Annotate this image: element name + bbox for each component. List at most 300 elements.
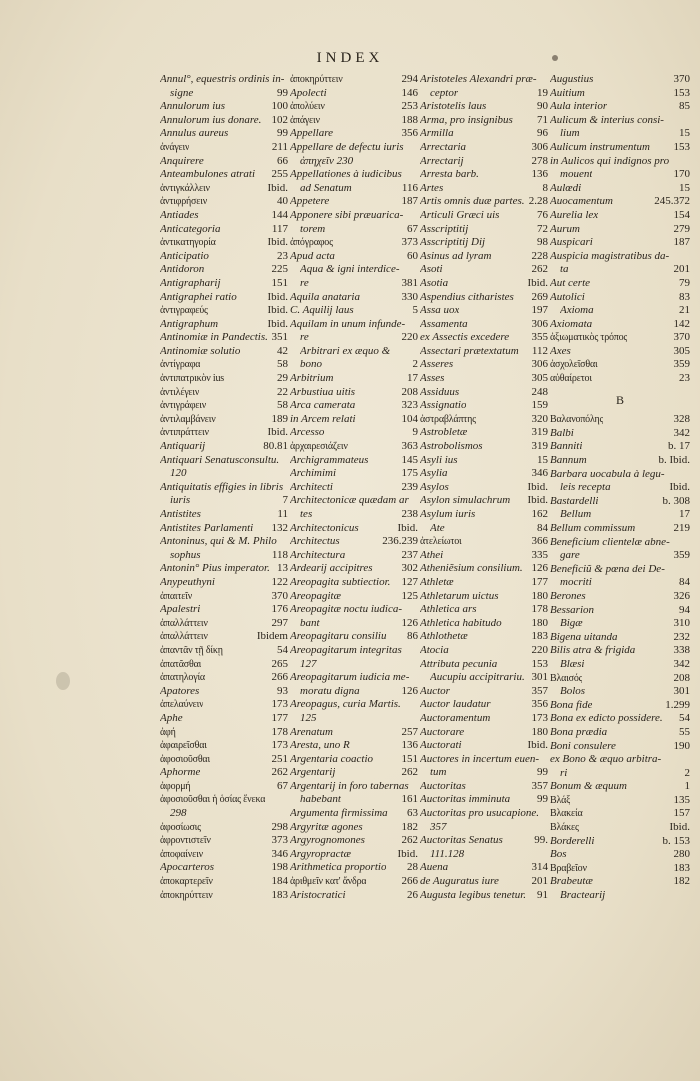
index-locator: 154 <box>673 208 690 221</box>
index-entry <box>550 672 690 686</box>
index-locator: 237 <box>401 548 418 561</box>
index-entry <box>550 780 690 794</box>
index-locator: 245.372 <box>654 195 690 208</box>
index-entry <box>550 835 690 849</box>
index-term: iuris <box>170 494 191 507</box>
index-locator <box>285 454 288 468</box>
index-term: ἀντιλαμβάνειν <box>160 413 216 425</box>
index-entry <box>290 698 418 712</box>
index-entry <box>550 440 690 454</box>
index-entry <box>420 413 548 427</box>
index-term: ἀφαιρεῖσθαι <box>160 740 207 752</box>
index-entry <box>420 141 548 155</box>
index-locator: Ibid. <box>397 521 418 534</box>
index-locator: 314 <box>531 861 548 874</box>
index-term: ἀφοσίωσις <box>160 821 201 833</box>
index-entry <box>420 590 548 604</box>
index-entry <box>550 536 690 550</box>
index-term: Artis omnis duæ partes. <box>420 195 525 208</box>
index-term: Arca camerata <box>290 399 356 412</box>
index-locator <box>415 168 418 182</box>
index-term: Auctoritas <box>420 779 466 792</box>
index-entry <box>420 522 548 536</box>
index-locator: 320 <box>531 412 548 425</box>
index-locator <box>545 848 548 862</box>
index-entry <box>290 861 418 875</box>
index-locator: 180 <box>531 616 548 629</box>
index-entry <box>160 807 288 821</box>
index-entry <box>420 168 548 182</box>
index-entry <box>290 263 418 277</box>
index-term: Appetere <box>290 195 330 208</box>
index-entry <box>550 644 690 658</box>
index-locator: 157 <box>673 807 690 820</box>
index-entry <box>550 318 690 332</box>
index-locator: 262 <box>401 834 418 847</box>
index-locator: Ibid. <box>527 494 548 507</box>
index-term: Augusta legibus tenetur. <box>420 888 527 901</box>
section-letter-b: B <box>615 392 624 407</box>
index-term: Balbi <box>550 426 574 439</box>
index-locator: 91 <box>537 888 548 901</box>
index-locator: 236.239 <box>382 535 418 548</box>
index-term: ἀντίγραφα <box>160 359 201 371</box>
index-entry <box>290 426 418 440</box>
index-entry <box>290 155 418 169</box>
index-locator: Ibid. <box>527 276 548 289</box>
index-term: ta <box>560 263 569 276</box>
index-term: Atheniẽsium consilium. <box>420 562 523 575</box>
index-entry <box>420 562 548 576</box>
index-term: Bos <box>550 848 567 861</box>
index-entry <box>160 277 288 291</box>
index-term: Aurelia lex <box>550 208 599 221</box>
index-locator: 7 <box>282 494 288 507</box>
index-locator: 302 <box>401 562 418 575</box>
index-locator: 125 <box>401 589 418 602</box>
index-term: Asylos <box>420 480 449 493</box>
index-locator: 54 <box>679 712 690 725</box>
index-locator: 85 <box>679 100 690 113</box>
index-entry <box>550 821 690 835</box>
index-locator: 342 <box>673 657 690 670</box>
index-term: Bona fide <box>550 698 593 711</box>
index-term: Autolici <box>550 290 585 303</box>
index-term: Anquirere <box>160 154 204 167</box>
index-entry <box>160 875 288 889</box>
index-term: ἀπελαύνειν <box>160 699 204 711</box>
index-locator: 132 <box>271 521 288 534</box>
index-entry <box>550 331 690 345</box>
index-locator: 359 <box>673 549 690 562</box>
index-locator: 72 <box>537 222 548 235</box>
printer-mark <box>552 55 558 61</box>
index-term: Axes <box>550 344 571 357</box>
index-locator: 153 <box>531 657 548 670</box>
index-locator: 182 <box>401 820 418 833</box>
index-entry <box>420 494 548 508</box>
index-term: Antoninus, qui & M. Philo <box>160 535 277 548</box>
index-entry <box>160 426 288 440</box>
index-term: Βραβεῖον <box>550 862 587 874</box>
index-entry <box>420 644 548 658</box>
index-locator: 21 <box>679 304 690 317</box>
index-entry <box>290 508 418 522</box>
index-entry <box>420 87 548 101</box>
index-entry <box>160 671 288 685</box>
index-entry <box>160 522 288 536</box>
index-term: Ardearij accipitres <box>290 562 373 575</box>
index-term: Assa uox <box>420 304 460 317</box>
index-locator: Ibid. <box>397 847 418 860</box>
index-entry <box>420 793 548 807</box>
index-term: Antonin° Pius imperator. <box>160 562 270 575</box>
index-entry <box>550 794 690 808</box>
index-term: ἀντιγραφεύς <box>160 305 208 317</box>
index-locator: 266 <box>271 671 288 684</box>
index-term: Βλακεία <box>550 808 583 820</box>
index-term: Atocia <box>420 643 449 656</box>
index-locator: 76 <box>537 208 548 221</box>
index-locator <box>687 250 690 264</box>
index-entry <box>550 209 690 223</box>
index-entry <box>290 481 418 495</box>
index-entry <box>160 861 288 875</box>
index-term: Astrobolismos <box>420 440 483 453</box>
index-locator: 370 <box>673 73 690 85</box>
index-locator <box>687 114 690 128</box>
index-locator: 127 <box>401 575 418 588</box>
index-entry <box>290 73 418 87</box>
index-term: Arrectarij <box>420 154 464 167</box>
index-locator: 55 <box>679 725 690 738</box>
index-entry <box>160 889 288 903</box>
index-term: Antistites Parlamenti <box>160 521 254 534</box>
index-term: Βλάξ <box>550 794 571 806</box>
index-term: Aristotelis laus <box>420 100 487 113</box>
index-locator: 363 <box>401 440 418 453</box>
index-locator: 60 <box>407 249 418 262</box>
index-entry <box>420 617 548 631</box>
index-entry <box>290 372 418 386</box>
index-locator: 183 <box>673 861 690 874</box>
index-locator <box>415 644 418 658</box>
index-locator <box>415 209 418 223</box>
index-term: habebant <box>300 793 341 806</box>
index-entry <box>290 277 418 291</box>
index-term: Aristoteles Alexandri præ- <box>420 73 537 85</box>
index-entry <box>290 522 418 536</box>
index-locator: 301 <box>673 685 690 698</box>
index-entry <box>290 889 418 903</box>
index-locator <box>415 494 418 508</box>
index-locator: 310 <box>673 617 690 630</box>
index-term: bant <box>300 616 320 629</box>
index-entry <box>160 698 288 712</box>
index-locator: 2.28 <box>528 195 548 208</box>
index-entry <box>550 345 690 359</box>
index-entry <box>290 739 418 753</box>
index-entry <box>290 250 418 264</box>
index-entry <box>160 562 288 576</box>
index-locator: 355 <box>531 331 548 344</box>
index-locator <box>545 73 548 87</box>
index-term: Bona prædia <box>550 725 608 738</box>
index-locator: 278 <box>531 154 548 167</box>
index-term: Auctorare <box>420 725 465 738</box>
index-term: Bonum & æquum <box>550 780 627 793</box>
index-term: ἀπατᾶσθαι <box>160 658 202 670</box>
index-locator: 197 <box>531 304 548 317</box>
index-term: ἀσχολεῖσθαι <box>550 359 598 371</box>
index-term: re <box>300 276 309 289</box>
index-term: ἀπαιτεῖν <box>160 590 193 602</box>
index-locator <box>415 141 418 155</box>
index-term: Areopagita subtiectior. <box>290 575 391 588</box>
index-entry <box>420 331 548 345</box>
index-term: signe <box>170 86 194 99</box>
index-entry <box>160 726 288 740</box>
index-locator: 187 <box>673 236 690 249</box>
index-entry <box>420 739 548 753</box>
index-term: ἀπηχεῖν 230 <box>300 154 354 167</box>
index-term: Arcesso <box>290 426 325 439</box>
index-term: Boni consulere <box>550 739 616 752</box>
index-term: ἀπαλλάττειν <box>160 617 208 629</box>
index-term: Aula interior <box>550 100 608 113</box>
index-locator <box>687 889 690 903</box>
index-locator: 136 <box>401 739 418 752</box>
index-term: Antiquari Senatusconsultu. <box>160 453 280 466</box>
index-term: Aresta, uno R <box>290 739 350 752</box>
index-term: ad Senatum <box>300 181 352 194</box>
index-locator: 373 <box>271 834 288 847</box>
index-locator: 145 <box>401 453 418 466</box>
index-locator <box>415 263 418 277</box>
index-term: Antinomiæ solutio <box>160 344 241 357</box>
index-term: Blæsi <box>560 657 585 670</box>
index-entry <box>550 495 690 509</box>
index-term: Argyrognomones <box>290 834 365 847</box>
index-entry <box>550 427 690 441</box>
index-entry <box>160 481 288 495</box>
index-term: Aphe <box>160 711 183 724</box>
index-entry <box>550 848 690 862</box>
index-term: Arbitrium <box>290 372 334 385</box>
index-locator: 5 <box>412 304 418 317</box>
index-entry <box>160 263 288 277</box>
index-locator: 26 <box>407 888 418 901</box>
index-term: Appellare de defectu iuris <box>290 140 404 153</box>
index-entry <box>420 535 548 549</box>
index-term: Bessarion <box>550 603 594 616</box>
index-entry <box>420 630 548 644</box>
index-locator <box>285 467 288 481</box>
index-term: Arbitrari ex æquo & <box>300 344 391 357</box>
index-term: Athlothetæ <box>420 630 468 643</box>
index-columns <box>160 73 700 993</box>
index-locator: 99 <box>537 793 548 806</box>
index-entry <box>160 73 288 87</box>
index-entry <box>550 712 690 726</box>
index-locator: 366 <box>531 535 548 548</box>
index-locator: 183 <box>531 630 548 643</box>
index-locator: 253 <box>401 100 418 113</box>
index-term: Areopagitarum iudicia me- <box>290 671 410 684</box>
index-entry <box>420 250 548 264</box>
index-term: Athletæ <box>420 575 454 588</box>
index-entry <box>420 372 548 386</box>
index-term: ἀπατηλογία <box>160 672 205 684</box>
index-locator: 306 <box>531 358 548 371</box>
index-locator: 356 <box>401 127 418 140</box>
index-term: Aspendius citharistes <box>420 290 514 303</box>
index-term: Anticategoria <box>160 222 221 235</box>
index-locator: 187 <box>401 195 418 208</box>
index-locator: 84 <box>679 576 690 589</box>
index-locator: 99. <box>534 834 548 847</box>
index-entry <box>420 73 548 87</box>
index-entry <box>160 358 288 372</box>
index-locator: Ibid. <box>267 181 288 194</box>
index-locator: Ibid. <box>669 821 690 834</box>
index-entry <box>550 114 690 128</box>
index-term: Auctor <box>420 684 450 697</box>
index-entry <box>420 848 548 862</box>
index-entry <box>160 236 288 250</box>
index-locator: 71 <box>537 113 548 126</box>
index-term: Athletica ars <box>420 603 477 616</box>
index-entry <box>420 671 548 685</box>
index-locator: 151 <box>401 752 418 765</box>
index-locator: 326 <box>673 589 690 602</box>
index-entry <box>550 685 690 699</box>
index-entry <box>420 386 548 400</box>
index-entry <box>290 399 418 413</box>
index-term: Aulicum & interius consi- <box>550 113 664 126</box>
index-locator: 257 <box>401 725 418 738</box>
index-term: ἀτελείωτοι <box>420 536 462 548</box>
index-locator: 265 <box>271 657 288 670</box>
index-term: Appellationes à iudicibus <box>290 168 402 181</box>
index-locator: 182 <box>673 875 690 888</box>
index-locator: 102 <box>271 113 288 126</box>
index-locator: 177 <box>531 575 548 588</box>
index-term: ἀποκαρτερεῖν <box>160 876 213 888</box>
index-term: Annul°, equestris ordinis in- <box>160 73 285 85</box>
index-term: ἀντιγράφειν <box>160 400 207 412</box>
index-term: 120 <box>170 467 187 480</box>
index-locator: 189 <box>271 412 288 425</box>
index-locator: Ibid. <box>267 426 288 439</box>
index-locator: 117 <box>271 222 288 235</box>
index-term: Aqua & igni interdice- <box>300 263 400 276</box>
index-locator: 80.81 <box>263 440 288 453</box>
index-entry <box>550 522 690 536</box>
index-entry <box>290 454 418 468</box>
index-entry <box>160 345 288 359</box>
index-term: Bractearij <box>560 889 606 902</box>
index-locator <box>545 821 548 835</box>
index-locator: 180 <box>531 589 548 602</box>
index-term: ἀπαλλάττειν <box>160 631 208 643</box>
index-entry <box>550 889 690 903</box>
index-term: Antidoron <box>160 263 205 276</box>
index-entry <box>290 195 418 209</box>
index-locator: 373 <box>401 236 418 249</box>
index-locator: 201 <box>673 263 690 276</box>
index-locator: 228 <box>531 249 548 262</box>
index-term: Antigrapharij <box>160 276 221 289</box>
index-entry <box>420 726 548 740</box>
index-locator: 359 <box>673 358 690 371</box>
index-term: Axiomata <box>550 317 593 330</box>
index-entry <box>160 386 288 400</box>
index-entry <box>160 712 288 726</box>
index-entry <box>160 793 288 807</box>
index-entry <box>290 87 418 101</box>
index-locator: 219 <box>673 522 690 534</box>
index-entry <box>290 209 418 223</box>
index-term: Architectonicæ quædam ar <box>290 494 409 507</box>
index-entry <box>160 753 288 767</box>
index-term: bono <box>300 358 322 371</box>
index-locator: 279 <box>673 222 690 235</box>
index-term: Brabeutæ <box>550 875 593 888</box>
index-term: Apud acta <box>290 249 335 262</box>
index-locator: 153 <box>673 140 690 153</box>
index-locator: 280 <box>673 848 690 861</box>
index-locator: 381 <box>401 276 418 289</box>
index-locator: 40 <box>277 195 288 208</box>
index-locator: Ibid. <box>527 480 548 493</box>
index-entry <box>290 671 418 685</box>
index-entry <box>550 631 690 645</box>
index-locator: 159 <box>531 399 548 412</box>
index-term: Axioma <box>560 304 594 317</box>
index-term: Argentarij <box>290 766 336 779</box>
index-locator <box>415 603 418 617</box>
index-entry <box>160 413 288 427</box>
index-entry <box>160 576 288 590</box>
index-entry <box>290 617 418 631</box>
index-term: Ate <box>430 521 445 534</box>
index-entry <box>290 549 418 563</box>
index-term: Antigraphei ratio <box>160 290 237 303</box>
index-locator: 370 <box>271 589 288 602</box>
index-locator: 58 <box>277 399 288 412</box>
index-term: Archigrammateus <box>290 453 369 466</box>
index-term: ex Assectis excedere <box>420 331 510 344</box>
index-term: Arithmetica proportio <box>290 861 387 874</box>
index-locator: 146 <box>401 86 418 99</box>
index-term: Architecti <box>290 480 333 493</box>
index-term: moratu digna <box>300 684 360 697</box>
index-entry <box>290 494 418 508</box>
index-term: Bolos <box>560 685 586 698</box>
index-term: ceptor <box>430 86 459 99</box>
index-locator: 198 <box>271 861 288 874</box>
index-term: Antiades <box>160 208 199 221</box>
index-term: Areopagitæ noctu iudica- <box>290 603 403 616</box>
index-locator: 112 <box>531 344 548 357</box>
index-entry <box>420 549 548 563</box>
index-entry <box>550 740 690 754</box>
index-term: 111.128 <box>430 847 465 860</box>
index-entry <box>420 318 548 332</box>
index-locator: 135 <box>673 793 690 806</box>
index-term: C. Aquilij laus <box>290 304 354 317</box>
